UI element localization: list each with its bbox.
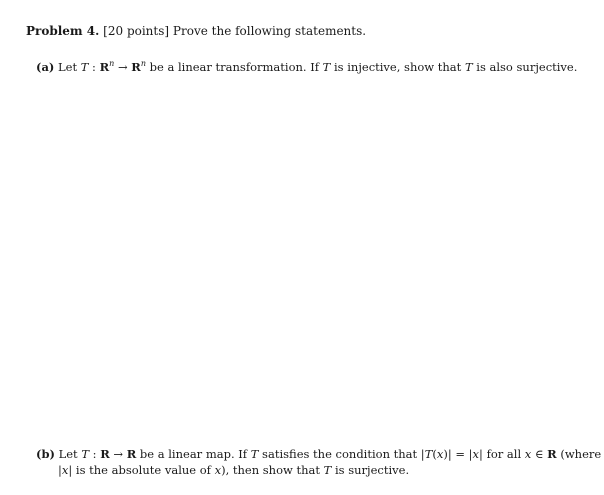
part-a-label: (a) bbox=[36, 60, 55, 74]
part-b-statement-line-1: (b) Let T : R → R be a linear map. If T satisfies the condition that |T(x)| = |x| for all x ∈ R (where bbox=[36, 447, 602, 461]
problem-number: Problem 4. bbox=[26, 24, 100, 38]
problem-instruction: Prove the following statements. bbox=[172, 24, 367, 38]
part-b-statement-line-2: |x| is the absolute value of x), then show that T is surjective. bbox=[58, 463, 410, 477]
part-b-label: (b) bbox=[36, 447, 55, 461]
problem-points: [20 points] bbox=[103, 24, 170, 38]
problem-heading-line bbox=[26, 24, 366, 38]
part-a-statement: (a) Let T : $R^n \to R^n$ be a linear transformation. If T is injective, show that T is also surjective. bbox=[36, 59, 578, 74]
